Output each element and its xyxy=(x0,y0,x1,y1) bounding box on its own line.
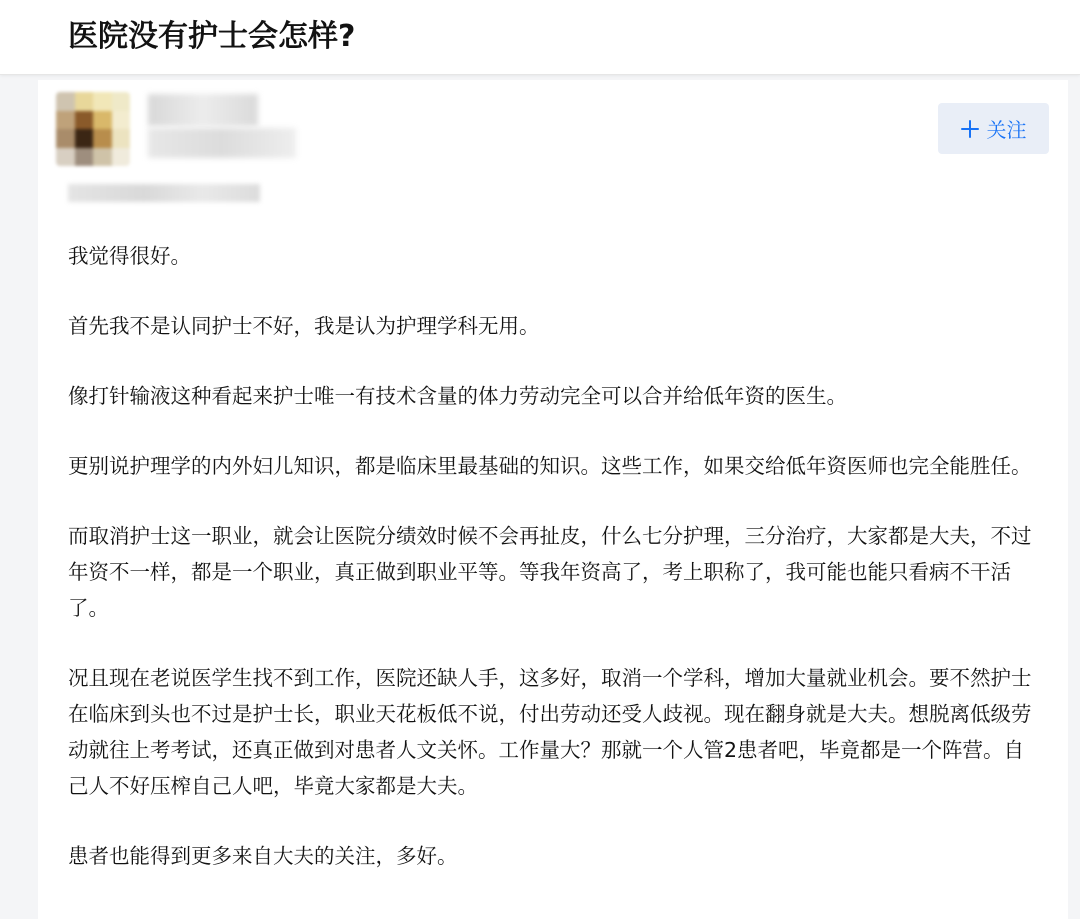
avatar-pixel xyxy=(56,129,75,148)
question-title[interactable]: 医院没有护士会怎样? xyxy=(68,19,356,54)
answer-paragraph: 更别说护理学的内外妇儿知识，都是临床里最基础的知识。这些工作，如果交给低年资医师也完全能胜任。 xyxy=(68,454,1032,478)
answer-paragraph: 首先我不是认同护士不好，我是认为护理学科无用。 xyxy=(68,314,540,338)
answer-card xyxy=(38,80,1068,919)
answer-paragraph: 而取消护士这一职业，就会让医院分绩效时候不会再扯皮，什么七分护理，三分治疗，大家都是大夫，不过年资不一样，都是一个职业，真正做到职业平等。等我年资高了，考上职称了，我可能也能只看病不干活了。 xyxy=(68,524,1032,620)
answer-paragraph: 患者也能得到更多来自大夫的关注，多好。 xyxy=(68,844,458,868)
avatar-pixel xyxy=(75,111,94,130)
plus-icon xyxy=(961,120,979,138)
avatar-pixel xyxy=(93,111,112,130)
avatar-pixel xyxy=(75,92,94,111)
author-avatar[interactable] xyxy=(56,92,130,166)
avatar-pixel xyxy=(75,148,94,167)
answer-content xyxy=(68,238,1043,908)
follow-button[interactable] xyxy=(938,103,1049,154)
author-name-blurred[interactable] xyxy=(148,94,258,126)
answer-paragraph: 我觉得很好。 xyxy=(68,244,191,268)
avatar-pixel xyxy=(56,148,75,167)
answer-meta-blurred xyxy=(68,184,260,202)
answer-paragraph: 像打针输液这种看起来护士唯一有技术含量的体力劳动完全可以合并给低年资的医生。 xyxy=(68,384,847,408)
avatar-pixel xyxy=(112,148,131,167)
avatar-pixel xyxy=(112,92,131,111)
top-bar xyxy=(0,0,1080,75)
avatar-pixel xyxy=(112,129,131,148)
follow-button-label: 关注 xyxy=(986,118,1027,142)
avatar-pixel xyxy=(93,92,112,111)
avatar-pixel xyxy=(93,148,112,167)
avatar-pixel xyxy=(56,111,75,130)
avatar-pixel xyxy=(75,129,94,148)
answer-paragraph: 况且现在老说医学生找不到工作，医院还缺人手，这多好，取消一个学科，增加大量就业机会。要不然护士在临床到头也不过是护士长，职业天花板低不说，付出劳动还受人歧视。现在翻身就是大夫。想脱离低级劳动就往上考考试，还真正做到对患者人文关怀。工作量大？那就一个人管2患者吧，毕竟都是一个阵营。自己人不好压榨自己人吧，毕竟大家都是大夫。 xyxy=(68,666,1032,798)
avatar-pixel xyxy=(56,92,75,111)
author-headline-blurred xyxy=(148,128,296,158)
avatar-pixel xyxy=(93,129,112,148)
avatar-pixel xyxy=(112,111,131,130)
